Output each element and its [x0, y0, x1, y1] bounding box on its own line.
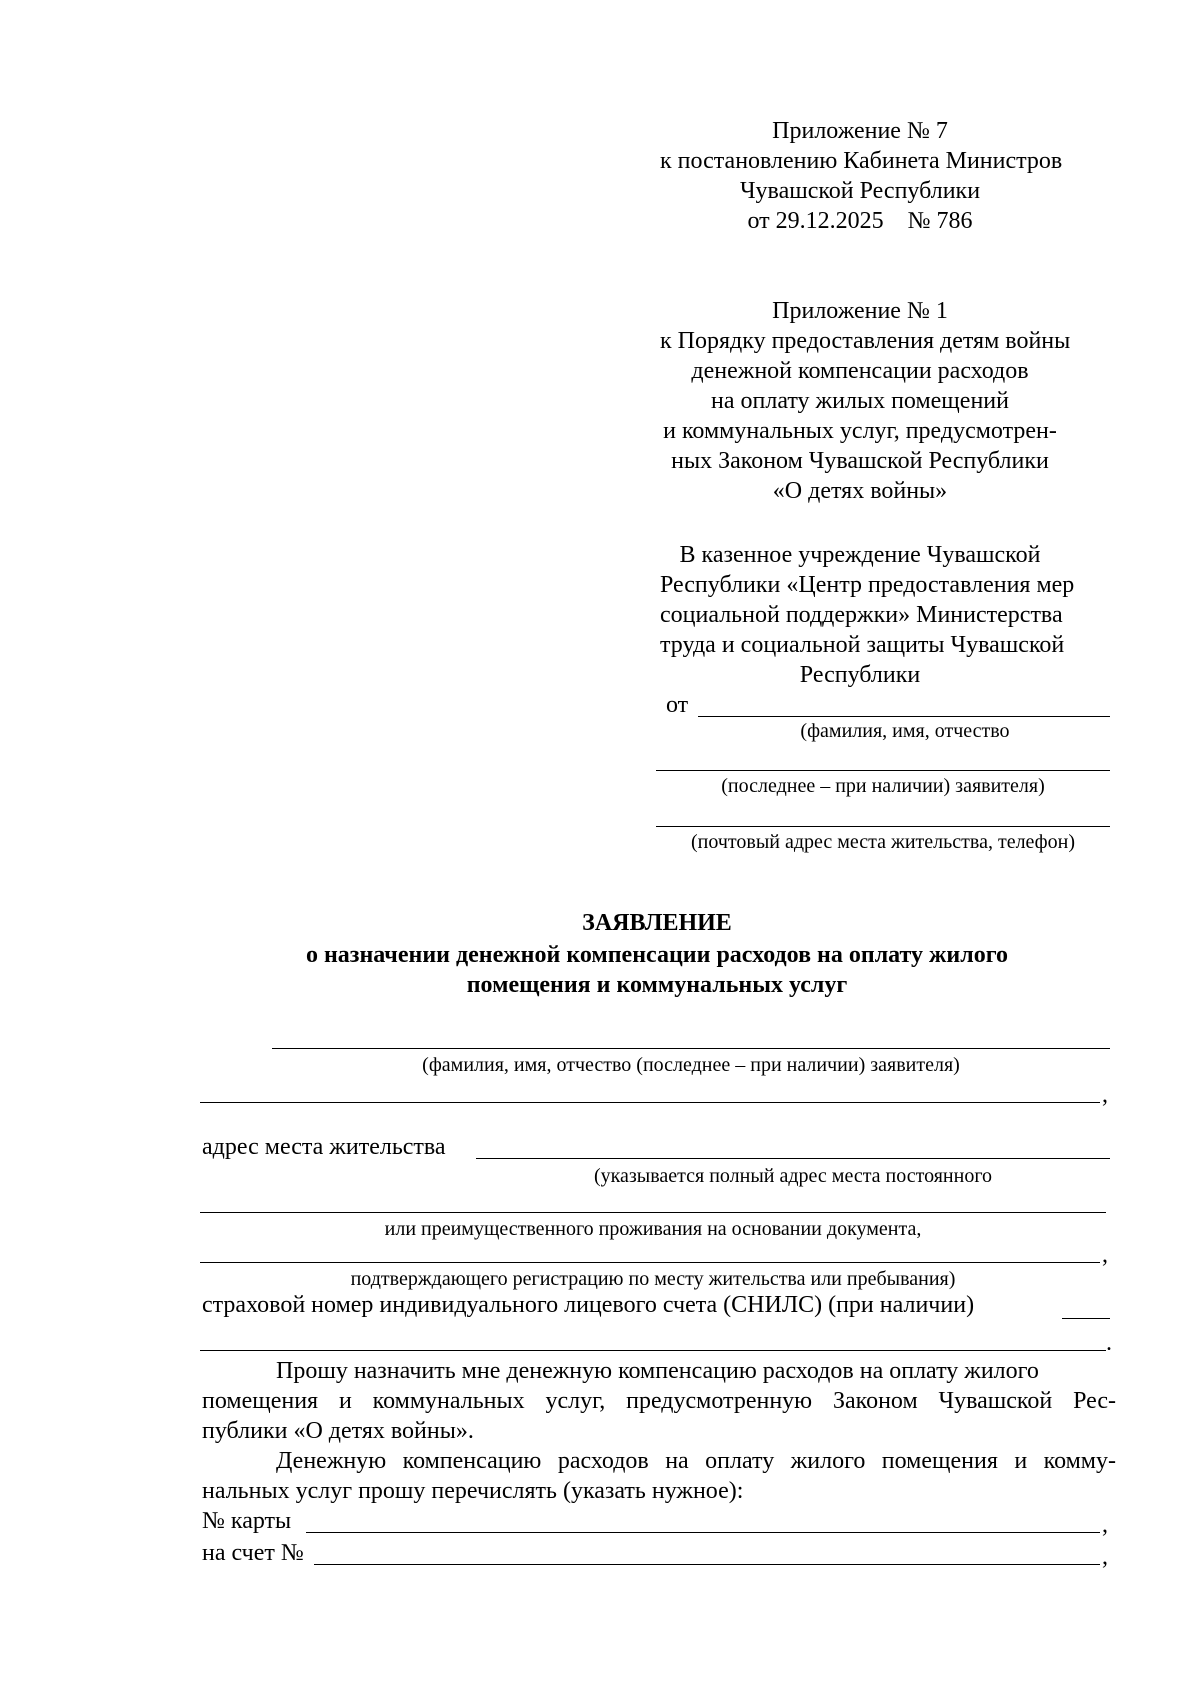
address-hint-2: или преимущественного проживания на основании документа,: [384, 1218, 922, 1240]
document-subtitle-line-2: помещения и коммунальных услуг: [466, 972, 848, 998]
comma: ,: [1102, 1544, 1108, 1570]
comma: ,: [1102, 1242, 1108, 1268]
account-number-label: на счет №: [202, 1540, 304, 1566]
paragraph-2-line-2: нальных услуг прошу перечислять (указать нужное):: [202, 1478, 744, 1504]
addressee-line: Республики: [799, 662, 921, 688]
from-label: от: [666, 692, 689, 718]
from-name-hint: (фамилия, имя, отчество: [800, 720, 1010, 742]
appendix-7-header: [660, 116, 1063, 236]
address-field-2[interactable]: [200, 1212, 1106, 1213]
appendix-1-line: Приложение № 1: [772, 298, 948, 324]
card-number-field[interactable]: [306, 1532, 1100, 1533]
appendix-7-line: от 29.12.2025 № 786: [747, 208, 973, 234]
appendix-1-line: к Порядку предоставления детям войны: [660, 328, 1071, 354]
postal-address-hint: (почтовый адрес места жительства, телефон): [691, 831, 1075, 853]
paragraph-2-line-1: Денежную компенсацию расходов на оплату жилого помещения и комму-: [276, 1448, 1116, 1474]
document-title: ЗАЯВЛЕНИЕ: [582, 910, 732, 936]
document-subtitle-line-1: о назначении денежной компенсации расходов на оплату жилого: [305, 942, 1009, 968]
account-number-field[interactable]: [314, 1564, 1100, 1565]
snils-field[interactable]: [200, 1350, 1106, 1351]
comma: ,: [1102, 1082, 1108, 1108]
paragraph-1-line-3: публики «О детях войны».: [202, 1418, 474, 1444]
appendix-1-line: на оплату жилых помещений: [711, 388, 1009, 414]
address-hint-1: (указывается полный адрес места постоянного: [593, 1165, 993, 1187]
snils-field-inline[interactable]: [1062, 1318, 1110, 1319]
addressee-line: социальной поддержки» Министерства: [660, 602, 1063, 628]
paragraph-1-line-2: помещения и коммунальных услуг, предусмотренную Законом Чувашской Рес-: [202, 1388, 1116, 1414]
applicant-fio-continuation-field[interactable]: [200, 1102, 1100, 1103]
card-number-label: № карты: [202, 1508, 292, 1534]
snils-label: страховой номер индивидуального лицевого счета (СНИЛС) (при наличии): [202, 1292, 975, 1318]
from-name-field-2[interactable]: [656, 770, 1110, 771]
from-name-hint-2: (последнее – при наличии) заявителя): [721, 775, 1045, 797]
period: .: [1106, 1330, 1112, 1356]
address-label: адрес места жительства: [202, 1134, 446, 1160]
appendix-7-line: Чувашской Республики: [739, 178, 981, 204]
appendix-1-line: «О детях войны»: [772, 478, 948, 504]
appendix-7-line: Приложение № 7: [772, 118, 948, 144]
postal-address-field[interactable]: [656, 826, 1110, 827]
addressee-block: [660, 540, 1075, 690]
addressee-line: труда и социальной защиты Чувашской: [660, 632, 1065, 658]
from-name-field[interactable]: [698, 716, 1110, 717]
address-hint-3: подтверждающего регистрацию по месту жительства или пребывания): [350, 1268, 956, 1290]
address-field[interactable]: [476, 1158, 1110, 1159]
appendix-7-line: к постановлению Кабинета Министров: [660, 148, 1063, 174]
appendix-1-line: и коммунальных услуг, предусмотрен-: [663, 418, 1057, 444]
applicant-fio-field[interactable]: [272, 1048, 1110, 1049]
applicant-fio-hint: (фамилия, имя, отчество (последнее – при наличии) заявителя): [422, 1054, 960, 1076]
paragraph-1-line-1: Прошу назначить мне денежную компенсацию расходов на оплату жилого: [276, 1358, 1039, 1384]
addressee-line: В казенное учреждение Чувашской: [679, 542, 1041, 568]
appendix-1-line: ных Законом Чувашской Республики: [671, 448, 1049, 474]
appendix-1-header: [660, 296, 1071, 506]
appendix-1-line: денежной компенсации расходов: [691, 358, 1029, 384]
comma: ,: [1102, 1512, 1108, 1538]
addressee-line: Республики «Центр предоставления мер: [660, 572, 1075, 598]
address-field-3[interactable]: [200, 1262, 1100, 1263]
